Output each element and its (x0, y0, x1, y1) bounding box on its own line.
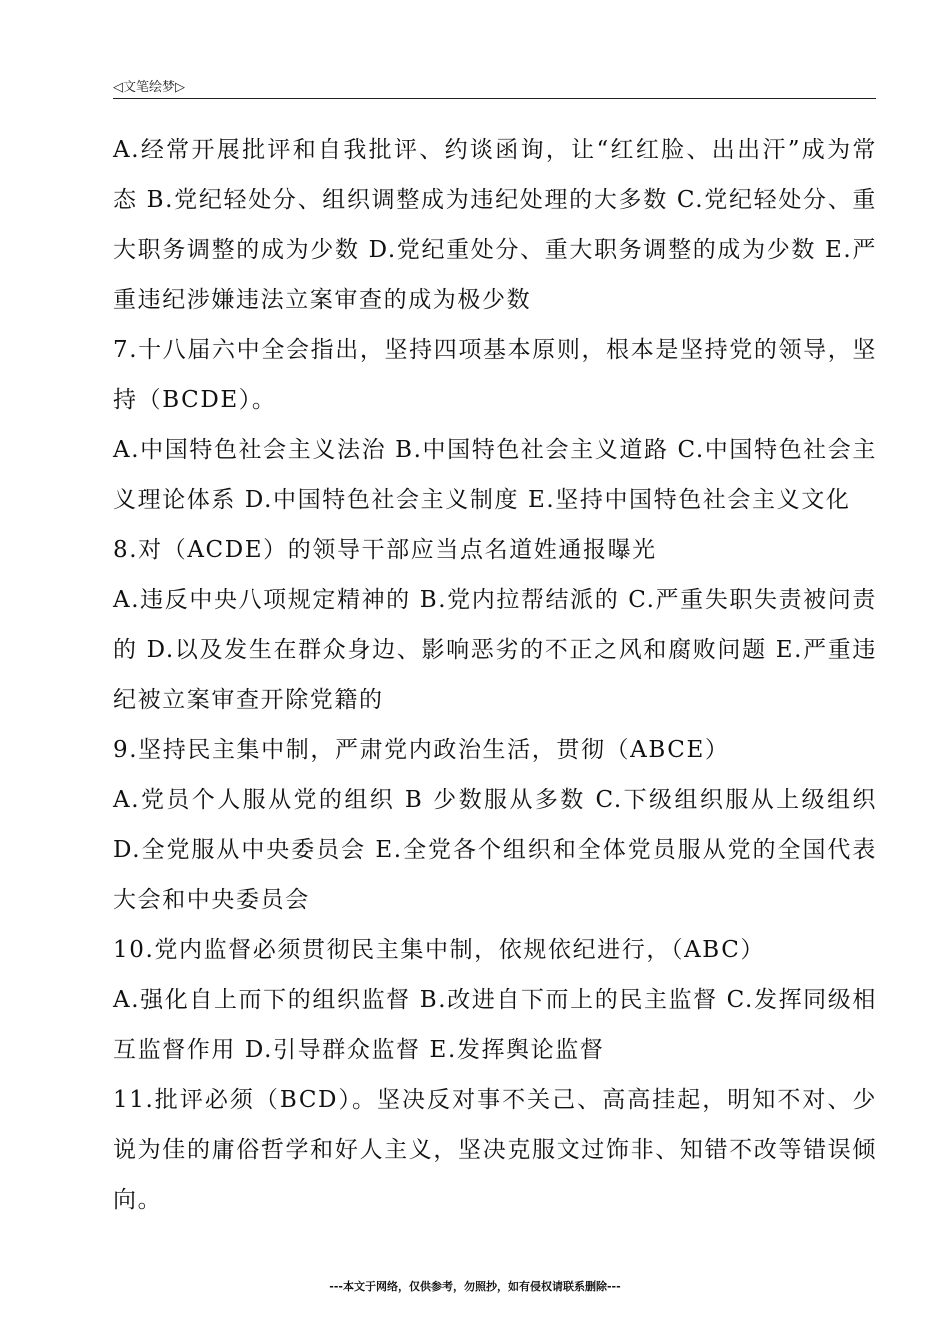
answer-options-10: A.强化自上而下的组织监督 B.改进自下而上的民主监督 C.发挥同级相互监督作用 D.引导群众监督 E.发挥舆论监督 (113, 987, 877, 1063)
question-10: 10.党内监督必须贯彻民主集中制，依规依纪进行，（ABC） (113, 937, 766, 963)
answer-options-6: A.经常开展批评和自我批评、约谈函询，让“红红脸、出出汗”成为常态 B.党纪轻处分、组织调整成为违纪处理的大多数 C.党纪轻处分、重大职务调整的成为少数 D.党纪重处分、重大职务调整的成为少数 E.严重违纪涉嫌违法立案审查的成为极少数 (113, 137, 877, 313)
header-title: ◁文笔绘梦▷ (113, 80, 185, 95)
document-body (113, 125, 877, 1225)
answer-options-7: A.中国特色社会主义法治 B.中国特色社会主义道路 C.中国特色社会主义理论体系 D.中国特色社会主义制度 E.坚持中国特色社会主义文化 (113, 437, 877, 513)
page-footer: ---本文于网络，仅供参考，勿照抄，如有侵权请联系删除--- (329, 1280, 621, 1293)
question-11: 11.批评必须（BCD）。坚决反对事不关己、高高挂起，明知不对、少说为佳的庸俗哲学和好人主义，坚决克服文过饰非、知错不改等错误倾向。 (113, 1087, 877, 1213)
question-7: 7.十八届六中全会指出，坚持四项基本原则，根本是坚持党的领导，坚持（BCDE）。 (113, 337, 877, 413)
question-9: 9.坚持民主集中制，严肃党内政治生活，贯彻（ABCE） (113, 737, 730, 763)
question-8: 8.对（ACDE）的领导干部应当点名道姓通报曝光 (113, 537, 657, 563)
answer-options-8: A.违反中央八项规定精神的 B.党内拉帮结派的 C.严重失职失责被问责的 D.以及发生在群众身边、影响恶劣的不正之风和腐败问题 E.严重违纪被立案审查开除党籍的 (113, 587, 877, 713)
page-header (113, 72, 876, 99)
answer-options-9: A.党员个人服从党的组织 B 少数服从多数 C.下级组织服从上级组织 D.全党服从中央委员会 E.全党各个组织和全体党员服从党的全国代表大会和中央委员会 (113, 787, 877, 913)
